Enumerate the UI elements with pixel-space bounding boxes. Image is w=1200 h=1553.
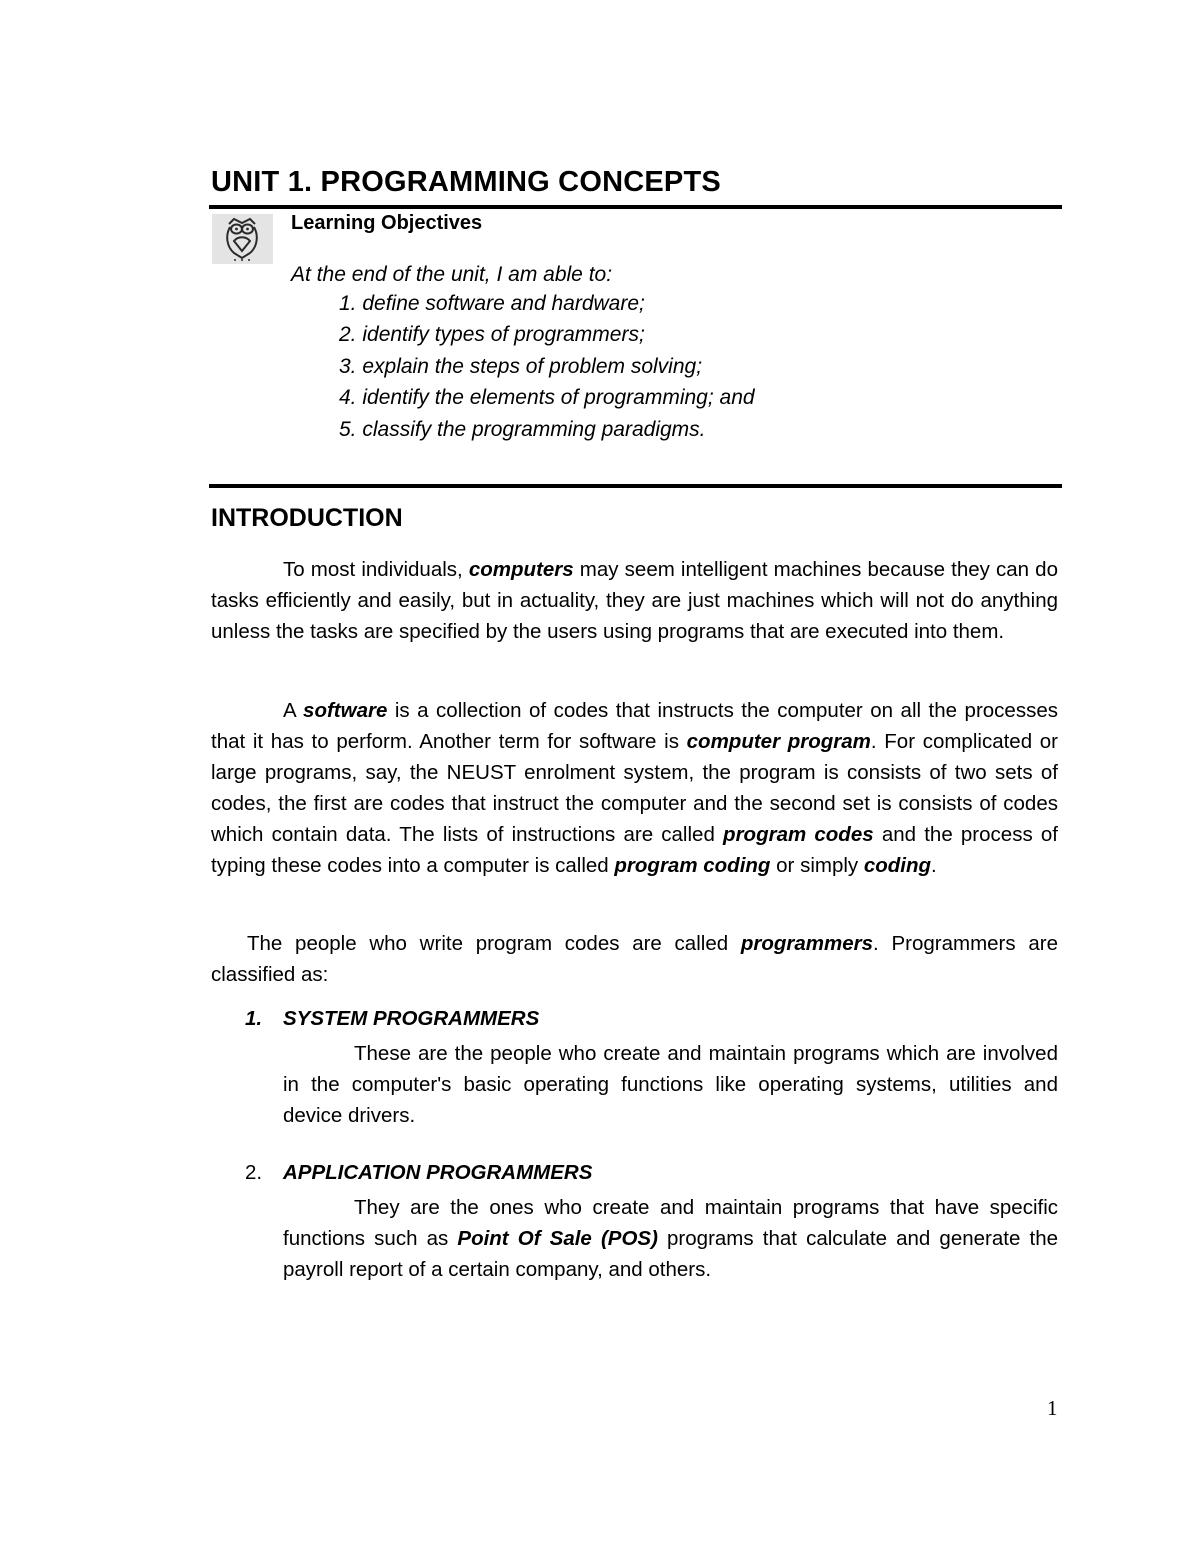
term-program-codes: program codes <box>723 823 874 846</box>
term-computers: computers <box>468 558 574 581</box>
page-number: 1 <box>1047 1396 1058 1420</box>
intro-paragraph-2: A software is a collection of codes that instructs the computer on all the processes that it has to perform. Another term for software is computer program. For complicated or large programs, say, the NEUST enrolment system, the program is consists of two sets of codes, the first are codes that instruct the computer and the second set is consists of codes which contain data. The lists of instructions are called program codes and the process of typing these codes into a computer is called program coding or simply coding. <box>211 699 1059 877</box>
introduction-heading: INTRODUCTION <box>211 504 403 532</box>
objective-item: 5. classify the programming paradigms. <box>339 417 706 441</box>
list-number: 2. <box>245 1161 263 1184</box>
term-program-coding: program coding <box>614 854 771 877</box>
intro-paragraph-3: The people who write program codes are called programmers. Programmers are classified as: <box>211 932 1058 986</box>
programmer-type-title: SYSTEM PROGRAMMERS <box>283 1007 540 1030</box>
objective-item: 2. identify types of programmers; <box>339 323 645 347</box>
section-divider <box>209 484 1062 488</box>
programmer-type-title: APPLICATION PROGRAMMERS <box>283 1161 593 1184</box>
learning-objectives-intro: At the end of the unit, I am able to: <box>291 263 613 286</box>
learning-objectives-list <box>339 288 755 445</box>
objective-item: 1. define software and hardware; <box>339 292 645 315</box>
owl-icon <box>212 214 273 264</box>
term-point-of-sale: Point Of Sale (POS) <box>457 1227 658 1250</box>
programmer-type-heading <box>245 1007 539 1031</box>
learning-objectives-heading: Learning Objectives <box>291 212 483 234</box>
term-software: software <box>303 699 388 722</box>
term-programmers: programmers <box>740 932 874 955</box>
programmer-type-description: They are the ones who create and maintain programs that have specific functions such as Point Of Sale (POS) programs that calculate and generate the payroll report of a certain company, and others. <box>283 1196 1058 1281</box>
term-coding: coding <box>863 854 932 877</box>
objective-item: 3. explain the steps of problem solving; <box>339 354 703 378</box>
unit-title: UNIT 1. PROGRAMMING CONCEPTS <box>211 166 721 198</box>
programmer-type-heading <box>245 1161 592 1185</box>
programmer-type-description: These are the people who create and maintain programs which are involved in the computer's basic operating functions like operating systems, utilities and device drivers. <box>283 1042 1058 1127</box>
objective-item: 4. identify the elements of programming; and <box>339 386 755 410</box>
term-computer-program: computer program <box>686 730 871 753</box>
title-divider <box>209 205 1062 209</box>
list-number: 1. <box>245 1007 263 1030</box>
intro-paragraph-1: To most individuals, computers may seem intelligent machines because they can do tasks efficiently and easily, but in actuality, they are just machines which will not do anything unless the tasks are specified by the users using programs that are executed into them. <box>211 558 1058 643</box>
